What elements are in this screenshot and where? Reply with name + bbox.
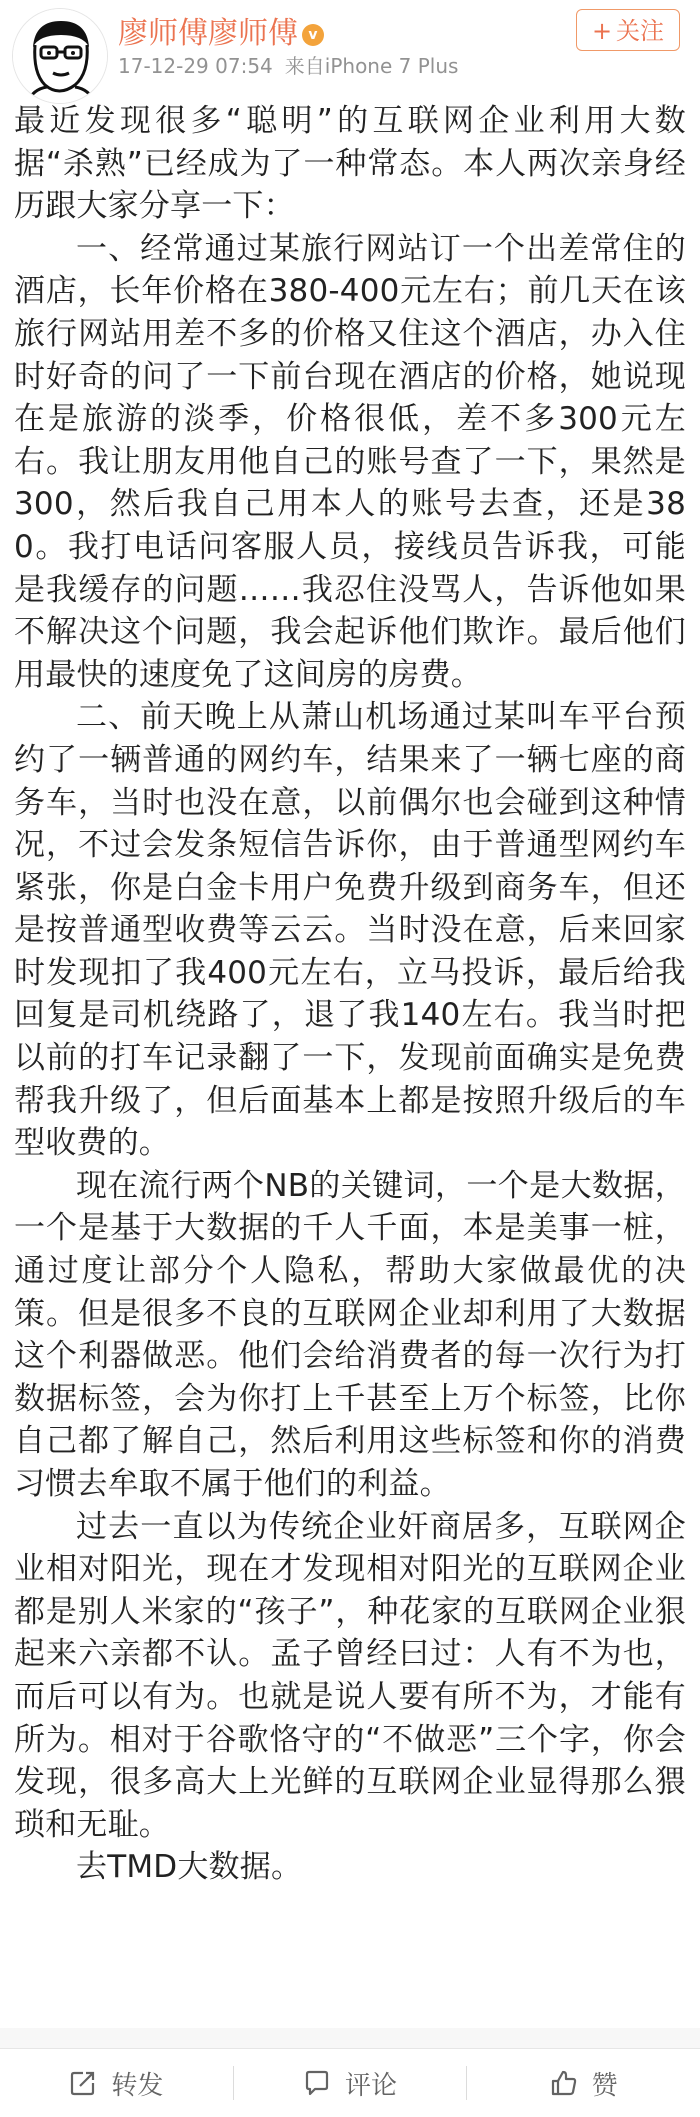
repost-label: 转发 [111,2070,164,2101]
thumbs-up-icon [550,2069,578,2097]
comment-icon [303,2069,331,2097]
post-paragraph: 最近发现很多“聪明”的互联网企业利用大数据“杀熟”已经成为了一种常态。本人两次亲身经历跟大家分享一下： [14,103,686,225]
vip-badge-icon: v [302,24,324,46]
comment-label: 评论 [345,2070,398,2101]
like-button[interactable] [467,2049,700,2117]
post-paragraph: 二、前天晚上从萧山机场通过某叫车平台预约了一辆普通的网约车，结果来了一辆七座的商务车，当时也没在意，以前偶尔也会碰到这种情况，不过会发条短信告诉你，由于普通型网约车紧张，你是白金卡用户免费升级到商务车，但还是按普通型收费等云云。当时没在意，后来回家时发现扣了我400元左右，立马投诉，最后给我回复是司机绕路了，退了我140左右。我当时把以前的打车记录翻了一下，发现前面确实是免费帮我升级了，但后面基本上都是按照升级后的车型收费的。 [14,699,686,1162]
post-paragraph: 过去一直以为传统企业奸商居多，互联网企业相对阳光，现在才发现相对阳光的互联网企业都是别人米家的“孩子”，种花家的互联网企业狠起来六亲都不认。孟子曾经曰过：人有不为也，而后可以有为。也就是说人要有所不为，才能有所为。相对于谷歌恪守的“不做恶”三个字，你会发现，很多高大上光鲜的互联网企业显得那么猥琐和无耻。 [14,1508,686,1843]
action-bar [0,2048,700,2117]
repost-icon [69,2069,97,2097]
post-paragraph: 现在流行两个NB的关键词，一个是大数据，一个是基于大数据的千人千面，本是美事一桩，通过度让部分个人隐私，帮助大家做最优的决策。但是很多不良的互联网企业却利用了大数据这个利器做恶。他们会给消费者的每一次行为打数据标签，会为你打上千甚至上万个标签，比你自己都了解自己，然后利用这些标签和你的消费习惯去牟取不属于他们的利益。 [14,1167,686,1502]
post-paragraph: 一、经常通过某旅行网站订一个出差常住的酒店，长年价格在380-400元左右；前几天在该旅行网站用差不多的价格又住这个酒店，办入住时好奇的问了一下前台现在酒店的价格，她说现在是旅游的淡季，价格很低，差不多300元左右。我让朋友用他自己的账号查了一下，果然是300，然后我自己用本人的账号去查，还是380。我打电话问客服人员，接线员告诉我，可能是我缓存的问题……我忍住没骂人，告诉他如果不解决这个问题，我会起诉他们欺诈。最后他们用最快的速度免了这间房的房费。 [14,230,686,693]
post-meta [118,50,458,79]
post-paragraph: 去TMD大数据。 [76,1849,303,1886]
post-header [0,0,700,90]
repost-button[interactable] [0,2049,233,2117]
user-name-text[interactable]: 廖师傅廖师傅 [118,16,298,51]
post-content [14,100,686,1889]
avatar-cartoon-icon [13,9,107,103]
follow-button[interactable] [576,9,680,51]
avatar[interactable] [12,8,108,104]
post-date: 17-12-29 07:54 [118,54,273,78]
like-label: 赞 [591,2070,618,2101]
post-source: 来自iPhone 7 Plus [284,54,459,78]
follow-label: 关注 [616,17,665,45]
section-divider [0,2028,700,2048]
user-name[interactable] [118,8,324,52]
comment-button[interactable] [234,2049,467,2117]
plus-icon: + [591,17,613,45]
